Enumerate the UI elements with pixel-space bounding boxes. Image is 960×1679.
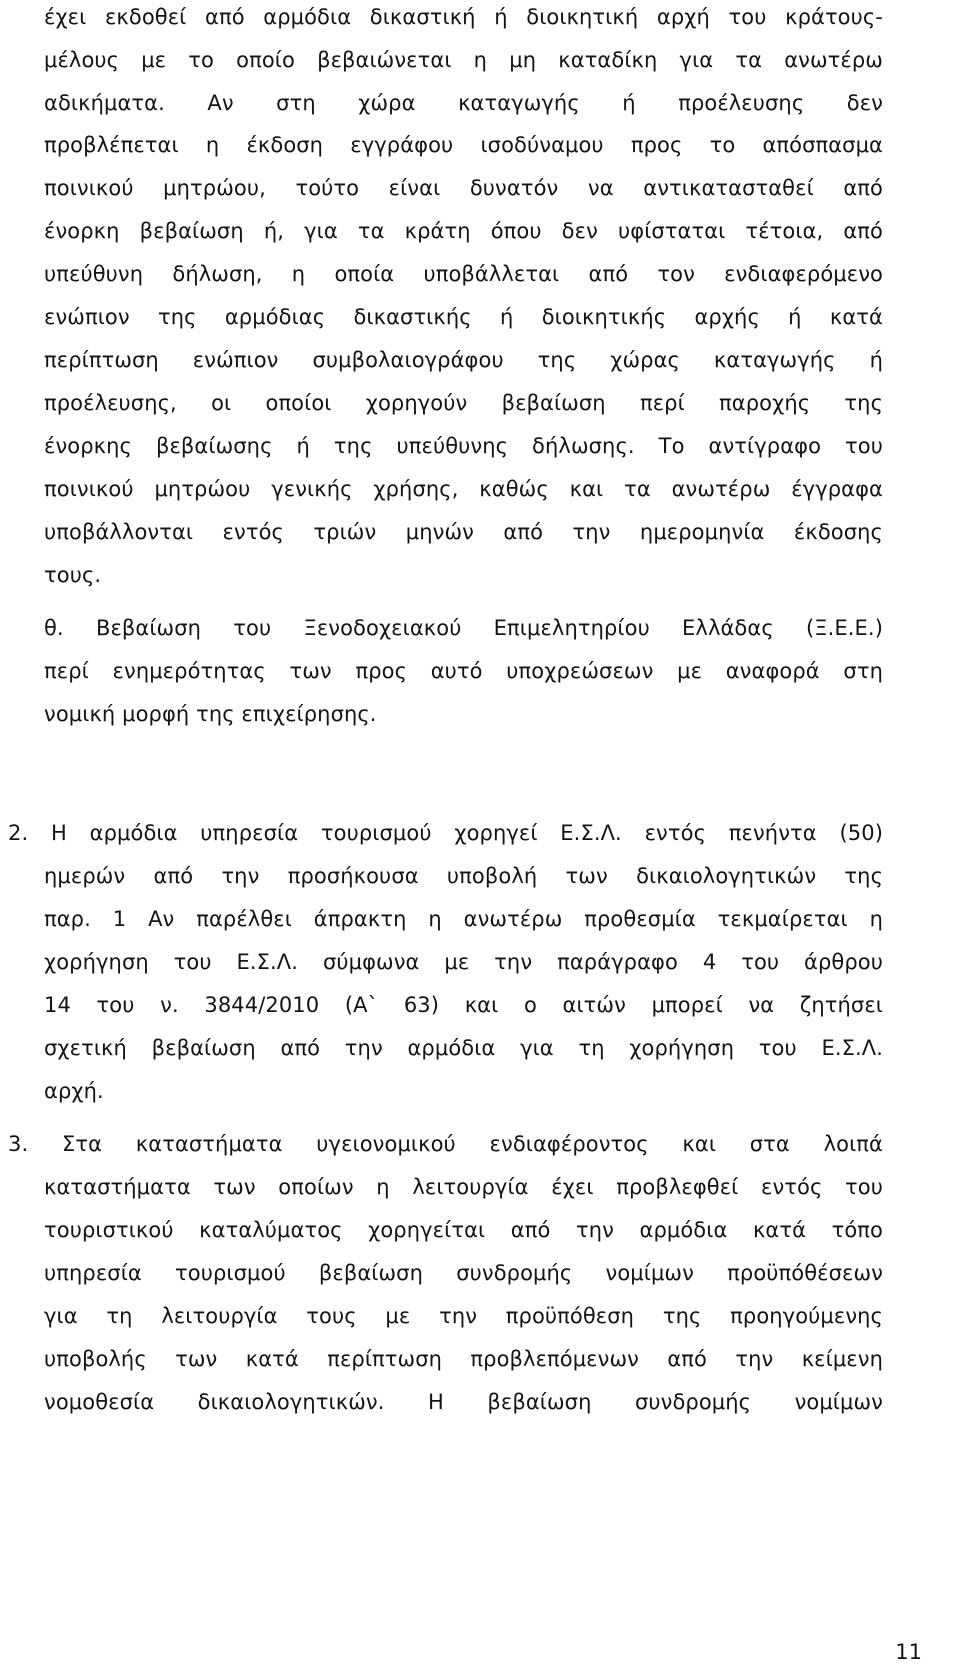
text-line: 2. Η αρμόδια υπηρεσία τουρισμού χορηγεί Ε.Σ.Λ. εντός πενήντα (50) [8,821,883,845]
text-line: σχετική βεβαίωση από την αρμόδια για τη χορήγηση του Ε.Σ.Λ. [44,1036,883,1060]
text-line: προέλευσης, οι οποίοι χορηγούν βεβαίωση περί παροχής της [44,391,883,415]
text-line: θ. Βεβαίωση του Ξενοδοχειακού Επιμελητηρίου Ελλάδας (Ξ.Ε.Ε.) [44,616,883,640]
text-line: τουριστικού καταλύματος χορηγείται από την αρμόδια κατά τόπο [44,1218,883,1242]
text-line: περί ενημερότητας των προς αυτό υποχρεώσεων με αναφορά στη [44,659,883,683]
text-line: νομοθεσία δικαιολογητικών. Η βεβαίωση συνδρομής νομίμων [44,1390,883,1414]
text-line: 3. Στα καταστήματα υγειονομικού ενδιαφέροντος και στα λοιπά [8,1132,883,1156]
text-line: ενώπιον της αρμόδιας δικαστικής ή διοικητικής αρχής ή κατά [44,305,883,329]
text-line: έχει εκδοθεί από αρμόδια δικαστική ή διοικητική αρχή του κράτους- [44,5,883,29]
text-line: τους. [44,563,102,587]
text-line: υπεύθυνη δήλωση, η οποία υποβάλλεται από τον ενδιαφερόμενο [44,262,883,286]
text-line: προβλέπεται η έκδοση εγγράφου ισοδύναμου προς το απόσπασμα [44,133,883,157]
text-line: υποβολής των κατά περίπτωση προβλεπόμενων από την κείμενη [44,1347,883,1371]
text-line: αδικήματα. Αν στη χώρα καταγωγής ή προέλευσης δεν [44,91,883,115]
text-line: νομική μορφή της επιχείρησης. [44,702,377,726]
text-line: για τη λειτουργία τους με την προϋπόθεση της προηγούμενης [44,1304,883,1328]
text-line: παρ. 1 Αν παρέλθει άπρακτη η ανωτέρω προθεσμία τεκμαίρεται η [44,907,883,931]
text-line: χορήγηση του Ε.Σ.Λ. σύμφωνα με την παράγραφο 4 του άρθρου [44,950,883,974]
text-line: ποινικού μητρώου, τούτο είναι δυνατόν να αντικατασταθεί από [44,176,883,200]
text-line: καταστήματα των οποίων η λειτουργία έχει προβλεφθεί εντός του [44,1175,883,1199]
text-line: ποινικού μητρώου γενικής χρήσης, καθώς και τα ανωτέρω έγγραφα [44,477,883,501]
text-line: 14 του ν. 3844/2010 (Α` 63) και ο αιτών μπορεί να ζητήσει [44,993,883,1017]
text-line: μέλους με το οποίο βεβαιώνεται η μη καταδίκη για τα ανωτέρω [44,48,883,72]
text-line: περίπτωση ενώπιον συμβολαιογράφου της χώρας καταγωγής ή [44,348,883,372]
text-line: υποβάλλονται εντός τριών μηνών από την ημερομηνία έκδοσης [44,520,883,544]
text-line: ένορκης βεβαίωσης ή της υπεύθυνης δήλωσης. Το αντίγραφο του [44,434,883,458]
text-line: ημερών από την προσήκουσα υποβολή των δικαιολογητικών της [44,864,883,888]
page-number: 11 [895,1640,922,1664]
text-line: ένορκη βεβαίωση ή, για τα κράτη όπου δεν υφίσταται τέτοια, από [44,219,883,243]
text-line: υπηρεσία τουρισμού βεβαίωση συνδρομής νομίμων προϋπόθέσεων [44,1261,883,1285]
text-line: αρχή. [44,1079,104,1103]
